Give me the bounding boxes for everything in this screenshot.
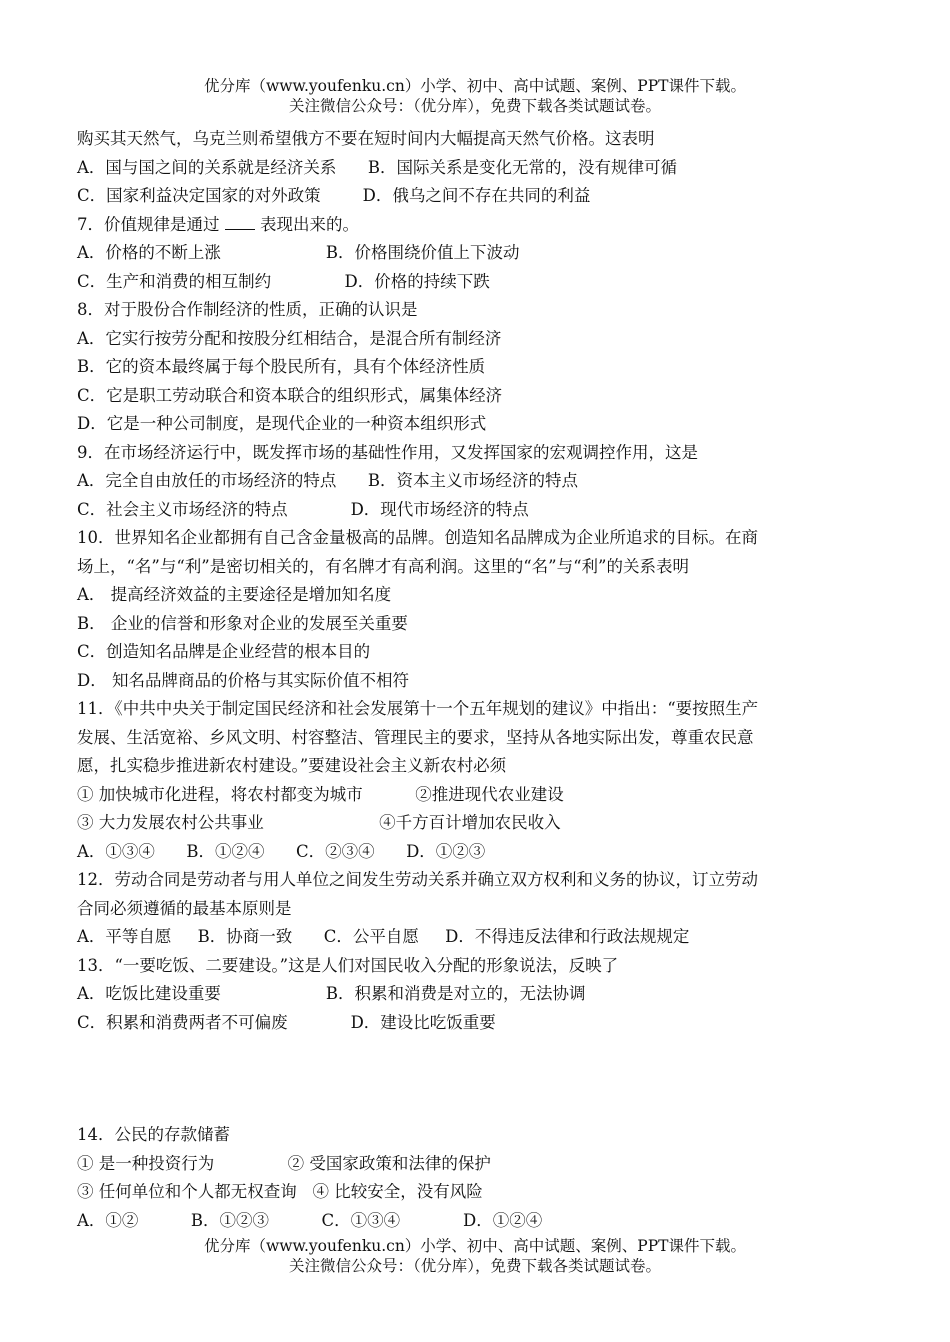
question-10: 10．世界知名企业都拥有自己含金量极高的品牌。创造知名品牌成为企业所追求的目标。在商 xyxy=(77,528,758,547)
blank-space xyxy=(77,1037,877,1121)
option-line: D． 知名品牌商品的价格与其实际价值不相符 xyxy=(77,670,409,690)
option-line: A． 提高经济效益的主要途径是增加知名度 xyxy=(77,585,392,604)
option-line: A．①③④ B．①②④ C．②③④ D．①②③ xyxy=(77,841,486,861)
statement-line: ① 是一种投资行为 ② 受国家政策和法律的保护 xyxy=(77,1153,491,1173)
option-line: C．生产和消费的相互制约 D．价格的持续下跌 xyxy=(77,271,490,291)
option-line: B．它的资本最终属于每个股民所有，具有个体经济性质 xyxy=(77,357,486,376)
question-11: 11．《中共中央关于制定国民经济和社会发展第十一个五年规划的建议》中指出：“要按照生产 xyxy=(77,699,759,718)
question-7 xyxy=(77,211,877,240)
question-12: 12．劳动合同是劳动者与用人单位之间发生劳动关系并确立双方权利和义务的协议，订立劳动 xyxy=(77,870,758,889)
option-line: A．平等自愿 B．协商一致 C．公平自愿 D．不得违反法律和行政法规规定 xyxy=(77,927,690,946)
option-line: B． 企业的信誉和形象对企业的发展至关重要 xyxy=(77,613,408,633)
question-14: 14．公民的存款储蓄 xyxy=(77,1125,230,1144)
text-line: 发展、生活宽裕、乡风文明、村容整洁、管理民主的要求，坚持从各地实际出发，尊重农民意 xyxy=(77,727,754,747)
question-13: 13．“一要吃饭、二要建设。”这是人们对国民收入分配的形象说法，反映了 xyxy=(77,955,619,975)
question-8: 8．对于股份合作制经济的性质，正确的认识是 xyxy=(77,300,418,319)
option-line: A．①② B．①②③ C．①③④ D．①②④ xyxy=(77,1210,543,1230)
option-line: C．创造知名品牌是企业经营的根本目的 xyxy=(77,642,371,661)
question-7-tail: 表现出来的。 xyxy=(260,214,359,234)
option-line: A．它实行按劳分配和按股分红相结合，是混合所有制经济 xyxy=(77,328,502,348)
header-line-1: 优分库（www.youfenku.cn）小学、初中、高中试题、案例、PPT课件下载。 xyxy=(203,77,747,95)
option-line: C．国家利益决定国家的对外政策 D．俄乌之间不存在共同的利益 xyxy=(77,186,591,205)
option-line: C．它是职工劳动联合和资本联合的组织形式，属集体经济 xyxy=(77,385,503,405)
option-line: A．国与国之间的关系就是经济关系 B．国际关系是变化无常的，没有规律可循 xyxy=(77,157,678,177)
option-line: C．积累和消费两者不可偏废 D．建设比吃饭重要 xyxy=(77,1012,496,1032)
document-body xyxy=(77,125,877,1235)
text-line: 场上，“名”与“利”是密切相关的，有名牌才有高利润。这里的“名”与“利”的关系表明 xyxy=(77,556,689,576)
statement-line: ③ 任何单位和个人都无权查询 ④ 比较安全，没有风险 xyxy=(77,1182,483,1201)
text-line: 愿，扎实稳步推进新农村建设。”要建设社会主义新农村必须 xyxy=(77,756,507,775)
page-footer xyxy=(0,1236,950,1276)
question-7-stem: 7．价值规律是通过 xyxy=(77,214,220,234)
statement-line: ③ 大力发展农村公共事业 ④千方百计增加农民收入 xyxy=(77,813,561,832)
header-line-2: 关注微信公众号：（优分库），免费下载各类试题试卷。 xyxy=(288,97,661,115)
footer-line-2: 关注微信公众号：（优分库），免费下载各类试题试卷。 xyxy=(288,1257,661,1275)
text-line: 合同必须遵循的最基本原则是 xyxy=(77,898,292,918)
page-header xyxy=(0,76,950,116)
option-line: A．完全自由放任的市场经济的特点 B．资本主义市场经济的特点 xyxy=(77,471,579,490)
option-line: A．吃饭比建设重要 B．积累和消费是对立的，无法协调 xyxy=(77,984,586,1003)
option-line: C．社会主义市场经济的特点 D．现代市场经济的特点 xyxy=(77,499,529,519)
footer-line-1: 优分库（www.youfenku.cn）小学、初中、高中试题、案例、PPT课件下载。 xyxy=(203,1237,747,1255)
text-line: 购买其天然气，乌克兰则希望俄方不要在短时间内大幅提高天然气价格。这表明 xyxy=(77,129,655,148)
option-line: D．它是一种公司制度，是现代企业的一种资本组织形式 xyxy=(77,414,487,433)
fill-in-blank xyxy=(225,215,255,230)
option-line: A．价格的不断上涨 B．价格围绕价值上下波动 xyxy=(77,243,520,262)
question-9: 9．在市场经济运行中，既发挥市场的基础性作用，又发挥国家的宏观调控作用，这是 xyxy=(77,442,698,462)
statement-line: ① 加快城市化进程，将农村都变为城市 ②推进现代农业建设 xyxy=(77,784,564,804)
